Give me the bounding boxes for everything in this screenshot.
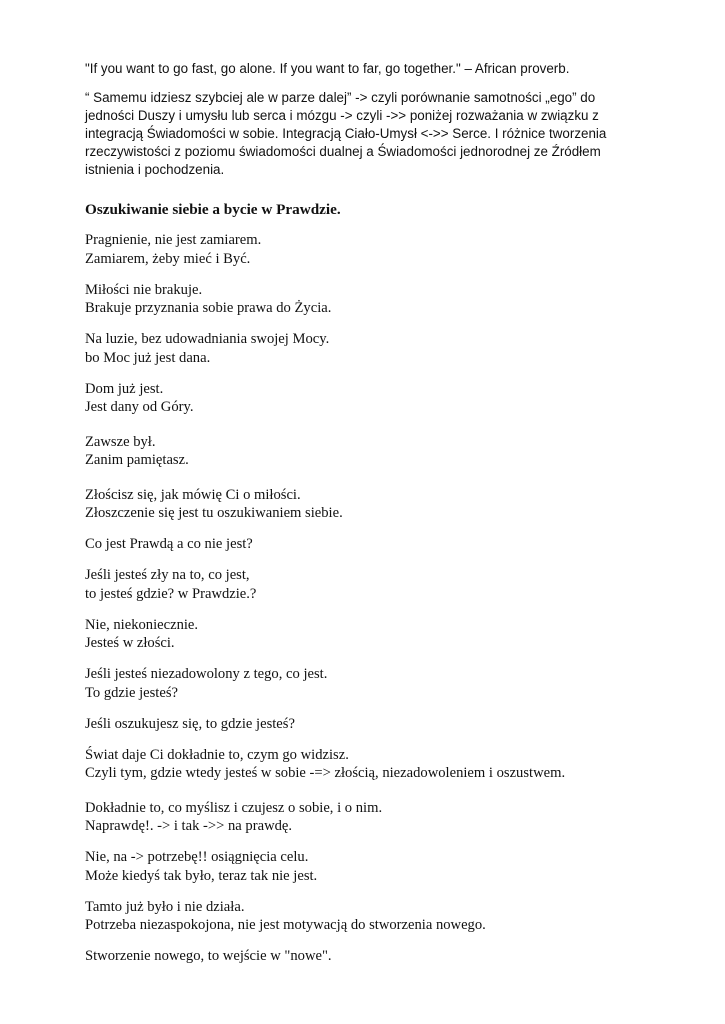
stanza-line: Zawsze był. (85, 433, 156, 450)
stanza-line: Jest dany od Góry. (85, 399, 194, 415)
stanza (85, 746, 665, 783)
stanza (85, 799, 665, 836)
stanza-line: Na luzie, bez udowadniania swojej Mocy. (85, 331, 330, 347)
stanza-line: Nie, niekoniecznie. (85, 616, 199, 633)
stanza (85, 616, 665, 653)
stanza (85, 380, 665, 417)
stanza (85, 433, 665, 470)
stanza (85, 898, 665, 935)
stanza-line: Nie, na -> potrzebę!! osiągnięcia celu. (85, 849, 309, 865)
epigraph-quote: "If you want to go fast, go alone. If you want to far, go together." – African proverb. (85, 61, 570, 76)
stanza (85, 231, 665, 268)
stanza (85, 281, 665, 318)
stanza-line: Świat daje Ci dokładnie to, czym go widzisz. (85, 746, 349, 763)
stanza-line: Jeśli jesteś zły na to, co jest, (85, 567, 250, 583)
stanza-line: To gdzie jesteś? (85, 684, 178, 701)
stanza-line: Co jest Prawdą a co nie jest? (85, 536, 253, 552)
stanza-line: Brakuje przyznania sobie prawa do Życia. (85, 300, 332, 316)
stanza (85, 848, 665, 885)
stanza (85, 330, 665, 367)
stanza-line: bo Moc już jest dana. (85, 349, 211, 366)
poem-section (85, 200, 665, 978)
stanza (85, 535, 665, 554)
stanza-line: Naprawdę!. -> i tak ->> na prawdę. (85, 818, 293, 834)
stanza-line: Dom już jest. (85, 380, 164, 397)
stanza (85, 715, 665, 734)
stanza-line: Dokładnie to, co myślisz i czujesz o sobie, i o nim. (85, 799, 383, 816)
stanza-line: Zamiarem, żeby mieć i Być. (85, 250, 251, 267)
stanza-line: Zanim pamiętasz. (85, 452, 189, 468)
stanza-line: Tamto już było i nie działa. (85, 898, 245, 915)
stanza-line: Jesteś w złości. (85, 635, 175, 651)
stanza-line: Może kiedyś tak było, teraz tak nie jest. (85, 867, 318, 884)
stanza (85, 566, 665, 603)
stanza-line: Stworzenie nowego, to wejście w "nowe". (85, 948, 332, 964)
intro-paragraph: “ Samemu idziesz szybciej ale w parze dalej” -> czyli porównanie samotności „ego” do jedności Duszy i umysłu lub serca i mózgu -> czyli ->> poniżej rozważania w związku z integracją Świadomości w sobie. Integracją Ciało-Umysł <->> Serce. I różnice tworzenia rzeczywistości z poziomu świadomości dualnej a Świadomości jednorodnej ze Źródłem istnienia i pochodzenia. (85, 90, 607, 177)
stanza (85, 947, 665, 966)
stanza-line: to jesteś gdzie? w Prawdzie.? (85, 585, 257, 602)
poem-title: Oszukiwanie siebie a bycie w Prawdzie. (85, 201, 341, 218)
stanza-line: Złościsz się, jak mówię Ci o miłości. (85, 486, 301, 503)
stanza-line: Potrzeba niezaspokojona, nie jest motywacją do stworzenia nowego. (85, 917, 486, 933)
stanza-line: Złoszczenie się jest tu oszukiwaniem siebie. (85, 505, 343, 521)
stanza (85, 665, 665, 702)
stanza-line: Jeśli oszukujesz się, to gdzie jesteś? (85, 715, 295, 732)
stanza-line: Jeśli jesteś niezadowolony z tego, co jest. (85, 666, 328, 682)
stanza-line: Czyli tym, gdzie wtedy jesteś w sobie -=> złością, niezadowoleniem i oszustwem. (85, 765, 566, 781)
stanza-line: Miłości nie brakuje. (85, 281, 203, 298)
stanza (85, 486, 665, 523)
stanza-line: Pragnienie, nie jest zamiarem. (85, 232, 262, 248)
